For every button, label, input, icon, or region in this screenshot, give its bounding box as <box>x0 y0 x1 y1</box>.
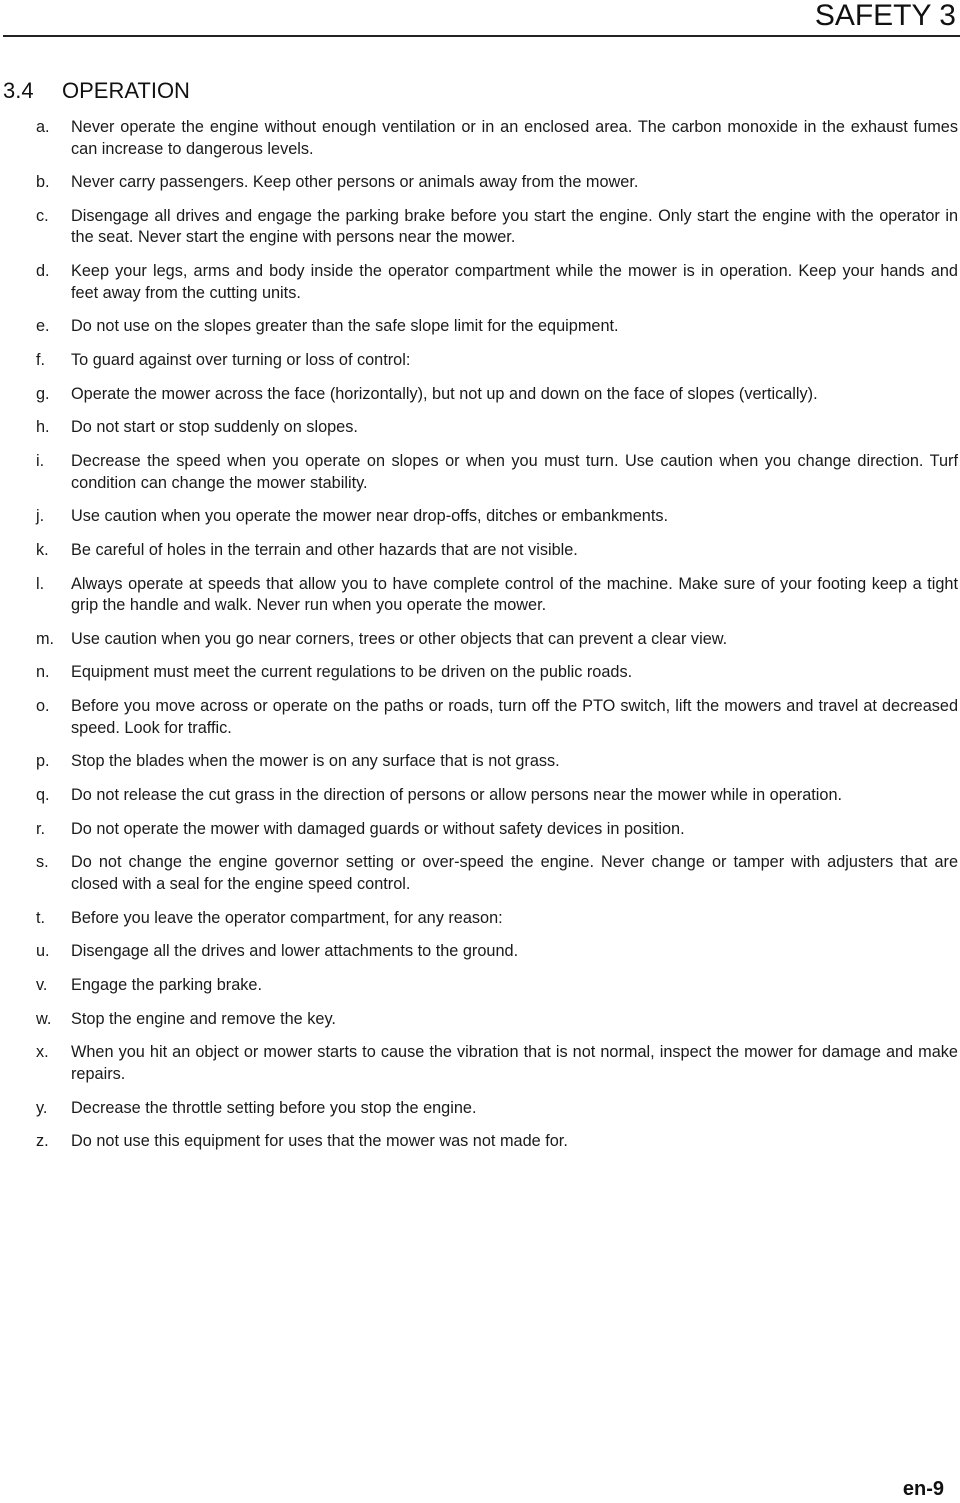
list-item <box>3 819 958 841</box>
list-item-text: Do not use on the slopes greater than the safe slope limit for the equipment. <box>71 317 619 336</box>
list-item-letter: z. <box>36 1132 49 1151</box>
list-item-letter: c. <box>36 206 49 225</box>
list-item-letter: l. <box>36 574 45 593</box>
list-item-letter: e. <box>36 317 50 336</box>
list-item-text: To guard against over turning or loss of control: <box>71 350 411 369</box>
section-heading <box>3 78 190 104</box>
list-item <box>3 316 958 338</box>
list-item-text: Stop the engine and remove the key. <box>71 1009 336 1028</box>
list-item-text: Engage the parking brake. <box>71 975 262 994</box>
list-item-text: Disengage all drives and engage the parking brake before you start the engine. Only start the engine with the operator in the seat. Never start the engine with persons near the mower. <box>71 206 958 247</box>
list-item-letter: t. <box>36 908 46 927</box>
list-item-letter: s. <box>36 853 49 872</box>
list-item <box>3 540 958 562</box>
list-item-letter: v. <box>36 975 48 994</box>
list-item-text: Before you move across or operate on the paths or roads, turn off the PTO switch, lift the mowers and travel at decreased speed. Look for traffic. <box>71 697 958 737</box>
list-item-letter: i. <box>36 452 45 470</box>
list-item-letter: f. <box>36 350 46 369</box>
list-item-text: Do not start or stop suddenly on slopes. <box>71 418 358 437</box>
section-title: OPERATION <box>62 78 190 103</box>
page-number: en-9 <box>902 1478 944 1500</box>
list-item <box>3 1098 958 1120</box>
list-item-letter: p. <box>36 752 50 771</box>
list-item-text: Use caution when you operate the mower near drop-offs, ditches or embankments. <box>71 507 669 526</box>
list-item-text: Never carry passengers. Keep other persons or animals away from the mower. <box>71 173 639 192</box>
list-item-text: Before you leave the operator compartment, for any reason: <box>71 908 503 927</box>
list-item <box>3 1042 958 1085</box>
list-item <box>3 261 958 304</box>
list-item-letter: a. <box>36 118 50 136</box>
list-item <box>3 384 958 406</box>
list-item <box>3 975 958 997</box>
list-item-text: Do not release the cut grass in the direction of persons or allow persons near the mower while in operation. <box>71 786 843 804</box>
list-item <box>3 908 958 930</box>
list-item-text: Do not change the engine governor setting or over-speed the engine. Never change or tamper with adjusters that are closed with a seal for the engine speed control. <box>71 853 958 893</box>
list-item <box>3 506 958 528</box>
list-item-letter: u. <box>36 942 50 961</box>
list-item-letter: n. <box>36 663 50 682</box>
list-item <box>3 417 958 439</box>
list-item <box>3 451 958 494</box>
list-item-text: Use caution when you go near corners, trees or other objects that can prevent a clear view. <box>71 629 728 648</box>
list-item-letter: x. <box>36 1043 49 1062</box>
list-item <box>3 117 958 160</box>
list-item-text: Disengage all the drives and lower attachments to the ground. <box>71 942 519 961</box>
list-item-text: Do not use this equipment for uses that the mower was not made for. <box>71 1132 568 1151</box>
list-item-letter: h. <box>36 418 50 437</box>
list-item-letter: o. <box>36 697 50 716</box>
list-item-letter: k. <box>36 540 49 559</box>
list-item-letter: d. <box>36 262 50 281</box>
list-item-text: Stop the blades when the mower is on any surface that is not grass. <box>71 752 560 771</box>
list-item <box>3 1131 958 1153</box>
list-item-text: When you hit an object or mower starts to cause the vibration that is not normal, inspect the mower for damage and make repairs. <box>71 1043 958 1083</box>
list-item-text: Equipment must meet the current regulations to be driven on the public roads. <box>71 663 633 682</box>
list-item-letter: y. <box>36 1098 48 1117</box>
list-item-text: Always operate at speeds that allow you to have complete control of the machine. Make sure of your footing keep a tight grip the handle and walk. Never run when you operate the mower. <box>71 574 958 615</box>
list-item-text: Decrease the speed when you operate on slopes or when you must turn. Use caution when you change direction. Turf condition can change the mower stability. <box>71 452 958 492</box>
list-item-letter: q. <box>36 786 50 804</box>
list-item <box>3 629 958 651</box>
page-header-title: SAFETY 3 <box>814 0 956 32</box>
list-item-text: Decrease the throttle setting before you stop the engine. <box>71 1098 477 1117</box>
list-item-text: Do not operate the mower with damaged guards or without safety devices in position. <box>71 819 685 838</box>
list-item <box>3 696 958 739</box>
list-item-text: Be careful of holes in the terrain and other hazards that are not visible. <box>71 540 578 559</box>
list-item-text: Operate the mower across the face (horizontally), but not up and down on the face of slopes (vertically). <box>71 384 818 403</box>
list-item-letter: b. <box>36 173 50 192</box>
list-item <box>3 350 958 372</box>
header-divider <box>3 35 960 37</box>
list-item <box>3 1009 958 1031</box>
list-item <box>3 751 958 773</box>
list-item-letter: g. <box>36 384 50 403</box>
safety-rules-list <box>3 117 958 1165</box>
list-item <box>3 852 958 895</box>
list-item <box>3 662 958 684</box>
list-item-text: Never operate the engine without enough ventilation or in an enclosed area. The carbon monoxide in the exhaust fumes can increase to dangerous levels. <box>71 118 958 158</box>
list-item-letter: r. <box>36 819 46 838</box>
list-item <box>3 206 958 249</box>
list-item <box>3 172 958 194</box>
list-item-letter: j. <box>36 507 45 526</box>
list-item <box>3 941 958 963</box>
list-item-letter: w. <box>36 1009 52 1028</box>
list-item-text: Keep your legs, arms and body inside the operator compartment while the mower is in operation. Keep your hands and feet away from the cutting units. <box>71 262 958 302</box>
list-item <box>3 785 958 807</box>
list-item-letter: m. <box>36 629 55 648</box>
section-number: 3.4 <box>3 78 34 103</box>
list-item <box>3 574 958 617</box>
